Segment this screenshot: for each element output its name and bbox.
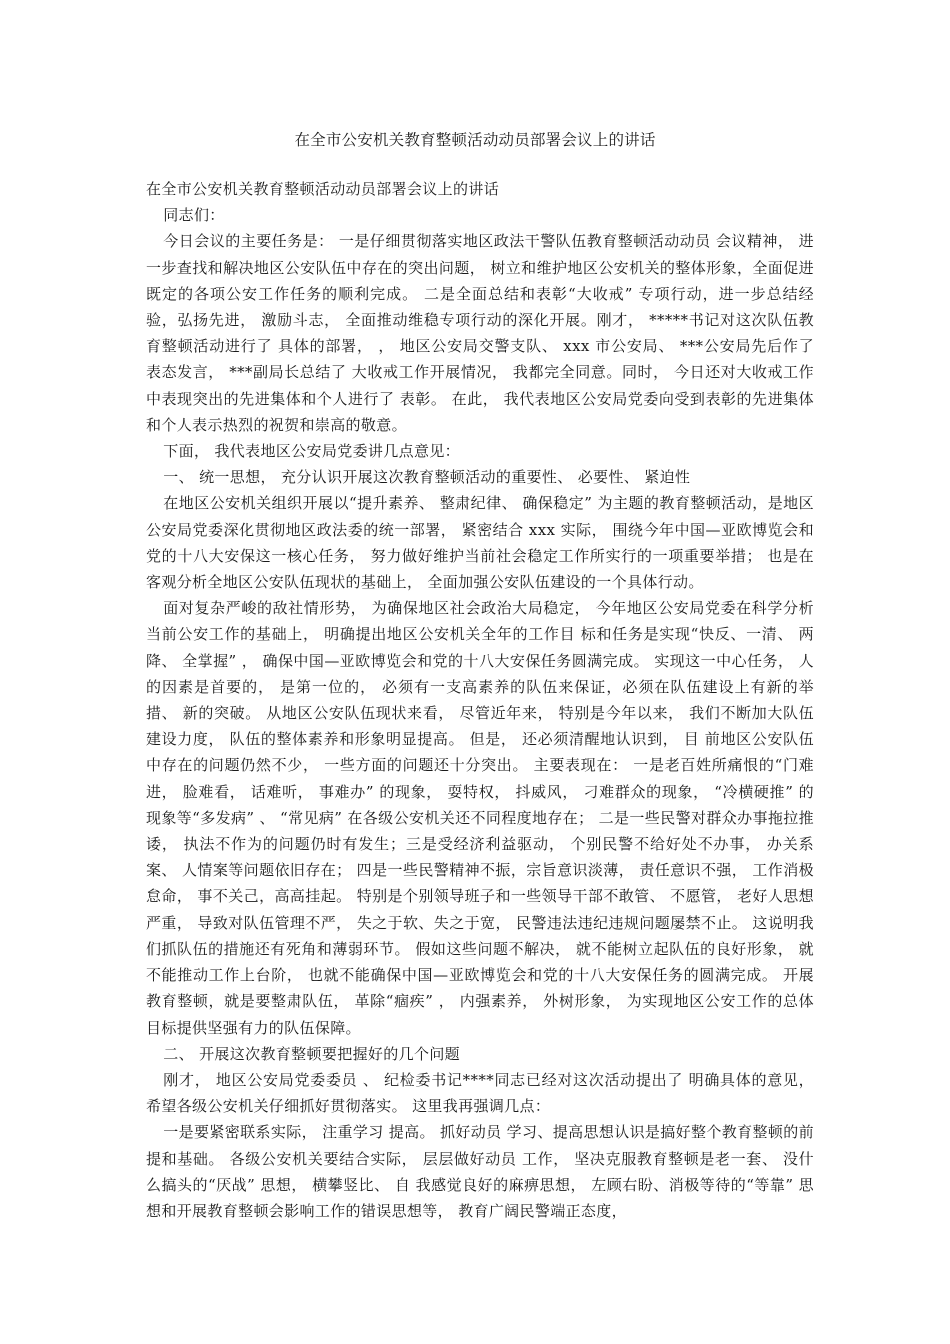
- paragraph: 在地区公安机关组织开展以“提升素养、 整肃纪律、 确保稳定” 为主题的教育整顿活动，是地区公安局党委深化贯彻地区政法委的统一部署， 紧密结合 xxx 实际， 围绕今年中国—亚欧博览会和党的十八大安保这一核心任务， 努力做好维护当前社会稳定工作所实行的一项重要举措； 也是在客观分析全地区公安队伍现状的基础上， 全面加强公安队伍建设的一个具体行动。: [146, 494, 814, 592]
- paragraph: 一是要紧密联系实际， 注重学习 提高。 抓好动员 学习、提高思想认识是搞好整个教育整顿的前提和基础。 各级公安机关要结合实际， 层层做好动员 工作， 坚决克服教育整顿是老一套、 没什么搞头的“厌战” 思想， 横攀竖比、 自 我感觉良好的麻痹思想， 左顾右盼、消极等待的“等靠” 思想和开展教育整顿会影响工作的错误思想等， 教育广阔民警端正态度，: [146, 1123, 814, 1220]
- document-subtitle: 在全市公安机关教育整顿活动动员部署会议上的讲话: [146, 180, 500, 198]
- paragraph: 下面， 我代表地区公安局党委讲几点意见：: [163, 442, 461, 461]
- paragraph: 今日会议的主要任务是： 一是仔细贯彻落实地区政法干警队伍教育整顿活动动员 会议精神， 进一步查找和解决地区公安队伍中存在的突出问题， 树立和维护地区公安机关的整体形象，全面促进既定的各项公安工作任务的顺利完成。 二是全面总结和表彰“大收戒” 专项行动，进一步总结经验，弘扬先进， 激励斗志， 全面推动维稳专项行动的深化开展。刚才， *****书记对这次队伍教育整顿活动进行了 具体的部署， ， 地区公安局交警支队、 xxx 市公安局、 ***公安局先后作了 表态发言， ***副局长总结了 大收戒工作开展情况， 我都完全同意。同时， 今日还对大收戒工作中表现突出的先进集体和个人进行了 表彰。 在此， 我代表地区公安局党委向受到表彰的先进集体和个人表示热烈的祝贺和崇高的敬意。: [146, 232, 814, 434]
- section-heading: 二、 开展这次教育整顿要把握好的几个问题: [163, 1044, 461, 1063]
- document-title: 在全市公安机关教育整顿活动动员部署会议上的讲话: [294, 131, 656, 149]
- paragraph: 面对复杂严峻的敌社情形势， 为确保地区社会政治大局稳定， 今年地区公安局党委在科学分析当前公安工作的基础上， 明确提出地区公安机关全年的工作目 标和任务是实现“快反、一清、 两降、 全掌握” ， 确保中国—亚欧博览会和党的十八大安保任务圆满完成。 实现这一中心任务， 人的因素是首要的， 是第一位的， 必须有一支高素养的队伍来保证，必须在队伍建设上有新的举措、 新的突破。 从地区公安队伍现状来看， 尽管近年来， 特别是今年以来， 我们不断加大队伍建设力度， 队伍的整体素养和形象明显提高。 但是， 还必须清醒地认识到， 目 前地区公安队伍中存在的问题仍然不少， 一些方面的问题还十分突出。 主要表现在： 一是老百姓所痛恨的“门难进， 脸难看， 话难听， 事难办” 的现象， 耍特权， 抖威风， 刁难群众的现象， “冷横硬推” 的现象等“多发病” 、 “常见病” 在各级公安机关还不同程度地存在； 二是一些民警对群众办事拖拉推诿， 执法不作为的问题仍时有发生；三是受经济利益驱动， 个别民警不给好处不办事， 办关系案、 人情案等问题依旧存在； 四是一些民警精神不振，宗旨意识淡薄， 责任意识不强， 工作消极怠命， 事不关己，高高挂起。 特别是个别领导班子和一些领导干部不敢管、 不愿管， 老好人思想严重， 导致对队伍管理不严， 失之于软、失之于宽， 民警违法违纪违规问题屡禁不止。 这说明我们抓队伍的措施还有死角和薄弱环节。 假如这些问题不解决， 就不能树立起队伍的良好形象， 就不能推动工作上台阶， 也就不能确保中国—亚欧博览会和党的十八大安保任务的圆满完成。 开展教育整顿，就是要整肃队伍， 革除“痼疾” ， 内强素养， 外树形象， 为实现地区公安工作的总体目标提供坚强有力的队伍保障。: [146, 599, 814, 1037]
- document-body: [146, 176, 814, 1224]
- section-heading: 一、 统一思想， 充分认识开展这次教育整顿活动的重要性、 必要性、 紧迫性: [163, 468, 691, 487]
- salutation: 同志们：: [163, 206, 225, 225]
- paragraph: 刚才， 地区公安局党委委员 、 纪检委书记****同志已经对这次活动提出了 明确具体的意见， 希望各级公安机关仔细抓好贯彻落实。 这里我再强调几点：: [146, 1070, 814, 1116]
